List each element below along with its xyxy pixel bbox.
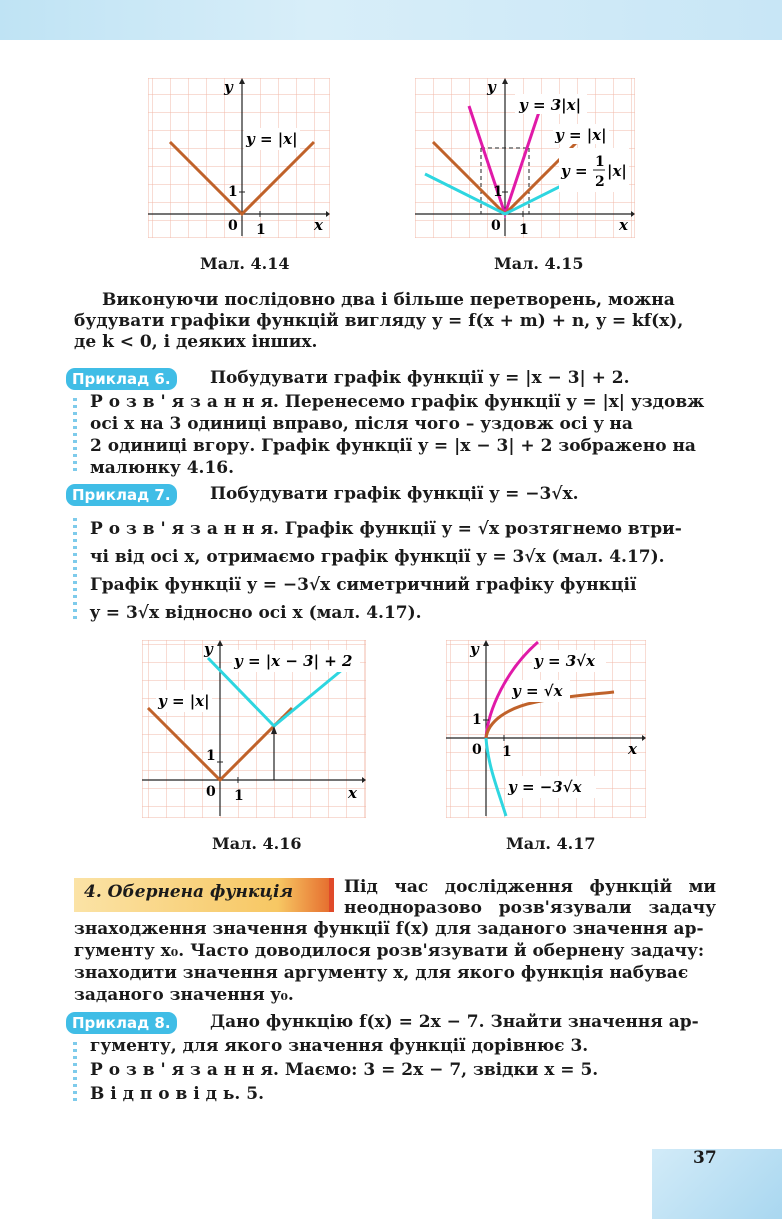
section-line-4: гументу x₀. Часто доводилося розв'язувати й обернену задачу: <box>74 941 705 961</box>
section-line-6: заданого значення y₀. <box>74 985 294 1005</box>
y-axis-label: y <box>204 640 213 658</box>
tick-x-1: 1 <box>502 744 512 760</box>
origin-label: 0 <box>472 742 482 758</box>
graph-label-abs: y = |x| <box>555 126 607 144</box>
graph-label-abs: y = |x| <box>158 692 210 710</box>
example-8-dots <box>73 1042 77 1104</box>
page-corner <box>652 1149 782 1219</box>
intro-line-2: будувати графіки функцій вигляду y = f(x + m) + n, y = kf(x), <box>74 311 684 331</box>
section-title: 4. Обернена функція <box>84 882 294 902</box>
tick-x-1: 1 <box>256 222 266 238</box>
figure-4-16 <box>142 640 366 818</box>
origin-label: 0 <box>491 218 501 234</box>
ex6-sol-line-1: Р о з в ' я з а н н я. Перенесемо графік функції y = |x| уздовж <box>90 392 705 412</box>
section-line-1: Під час дослідження функцій ми <box>344 877 716 897</box>
page-number: 37 <box>693 1148 717 1168</box>
graph-label-half-post: |x| <box>607 162 627 180</box>
graph-label-half-pre: y = <box>561 162 588 180</box>
tick-x-1: 1 <box>234 788 244 804</box>
example-7-dots <box>73 518 77 620</box>
example-6-dots <box>73 398 77 472</box>
example-6-solution <box>90 391 716 479</box>
figure-4-17 <box>446 640 646 818</box>
section-line-2: неодноразово розв'язували задачу <box>344 898 716 918</box>
graph-label-3sqrt: y = 3√x <box>534 652 595 670</box>
caption-4-15: Мал. 4.15 <box>494 254 584 273</box>
graph-label-sqrt: y = √x <box>512 682 563 700</box>
example-8-task-1: Дано функцію f(x) = 2x − 7. Знайти значення ар- <box>210 1012 699 1032</box>
ex6-sol-line-4: малюнку 4.16. <box>90 458 235 478</box>
tick-y-1: 1 <box>228 184 238 200</box>
section-line-3: знаходження значення функції f(x) для заданого значення ар- <box>74 919 704 939</box>
graph-label-half-den: 2 <box>595 174 605 190</box>
ex6-sol-line-2: осі x на 3 одиниці вправо, після чого – уздовж осі y на <box>90 414 633 434</box>
graph-label-abs: y = |x| <box>246 130 298 148</box>
ex7-sol-line-3: Графік функції y = −3√x симетричний графіку функції <box>90 575 637 595</box>
example-7-solution <box>90 515 716 627</box>
y-axis-label: y <box>224 78 233 96</box>
graph-label-neg3sqrt: y = −3√x <box>508 778 582 796</box>
section-line-5: знаходити значення аргументу x, для якого функція набуває <box>74 963 689 983</box>
example-6-badge: Приклад 6. <box>66 368 177 390</box>
ex7-sol-line-2: чі від осі x, отримаємо графік функції y = 3√x (мал. 4.17). <box>90 547 665 567</box>
x-axis-label: x <box>314 216 323 234</box>
x-axis-label: x <box>348 784 357 802</box>
ex6-sol-line-3: 2 одиниці вгору. Графік функції y = |x − 3| + 2 зображено на <box>90 436 696 456</box>
intro-line-3: де k < 0, і деяких інших. <box>74 332 318 352</box>
tick-y-1: 1 <box>206 748 216 764</box>
ex7-sol-line-4: y = 3√x відносно осі x (мал. 4.17). <box>90 603 422 623</box>
intro-paragraph <box>74 290 714 353</box>
y-axis-label: y <box>487 78 496 96</box>
example-8-answer: В і д п о в і д ь. 5. <box>90 1084 265 1104</box>
example-7-badge: Приклад 7. <box>66 484 177 506</box>
caption-4-17: Мал. 4.17 <box>506 834 596 853</box>
example-8-badge: Приклад 8. <box>66 1012 177 1034</box>
figure-4-14 <box>148 78 330 238</box>
section-paragraph <box>74 918 714 1006</box>
example-6-task: Побудувати графік функції y = |x − 3| + 2. <box>210 368 630 388</box>
tick-y-1: 1 <box>493 184 503 200</box>
graph-label-half-num: 1 <box>595 154 605 170</box>
figure-4-15 <box>415 78 635 238</box>
example-8-body <box>90 1034 716 1106</box>
origin-label: 0 <box>206 784 216 800</box>
caption-4-14: Мал. 4.14 <box>200 254 290 273</box>
example-8-solution: Р о з в ' я з а н н я. Маємо: 3 = 2x − 7, звідки x = 5. <box>90 1060 599 1080</box>
example-7-task: Побудувати графік функції y = −3√x. <box>210 484 579 504</box>
example-8-task-2: гументу, для якого значення функції дорівнює 3. <box>90 1036 589 1056</box>
origin-label: 0 <box>228 218 238 234</box>
graph-label-shift: y = |x − 3| + 2 <box>234 652 353 670</box>
x-axis-label: x <box>628 740 637 758</box>
caption-4-16: Мал. 4.16 <box>212 834 302 853</box>
intro-line-1: Виконуючи послідовно два і більше перетворень, можна <box>102 290 675 310</box>
graph-label-3abs: y = 3|x| <box>519 96 582 114</box>
top-band <box>0 0 782 40</box>
x-axis-label: x <box>619 216 628 234</box>
ex7-sol-line-1: Р о з в ' я з а н н я. Графік функції y = √x розтягнемо втри- <box>90 519 682 539</box>
tick-y-1: 1 <box>472 712 482 728</box>
tick-x-1: 1 <box>519 222 529 238</box>
y-axis-label: y <box>470 640 479 658</box>
